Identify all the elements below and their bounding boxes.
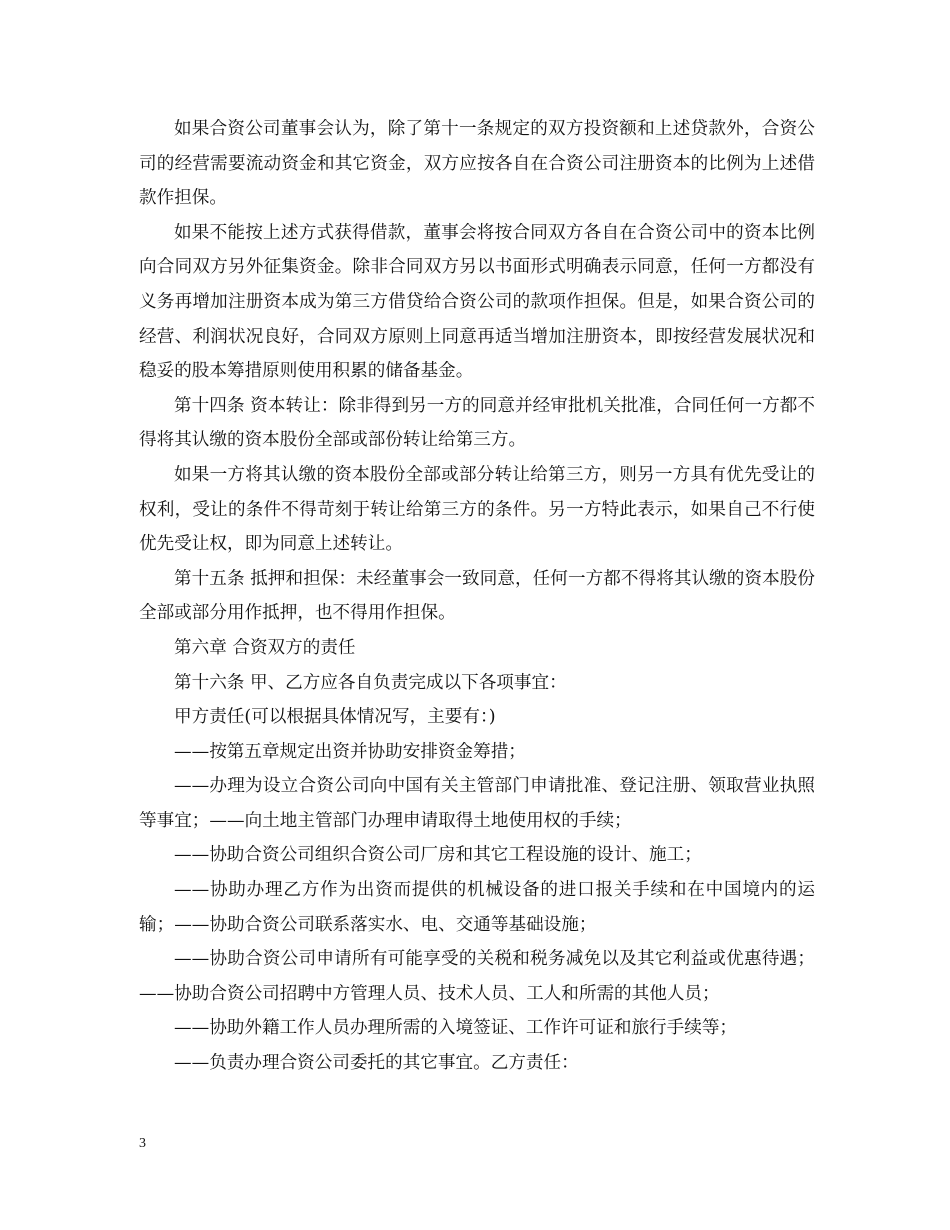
list-item: ——协助外籍工作人员办理所需的入境签证、工作许可证和旅行手续等；: [174, 1018, 738, 1039]
paragraph: 第十五条 抵押和担保：未经董事会一致同意，任何一方都不得将其认缴的资本股份全部或部分用作抵押，也不得用作担保。: [139, 568, 815, 624]
paragraph: 第十六条 甲、乙方应各自负责完成以下各项事宜：: [174, 672, 567, 693]
list-item: ——协助合资公司组织合资公司厂房和其它工程设施的设计、施工；: [174, 845, 702, 866]
list-item: ——负责办理合资公司委托的其它事宜。乙方责任：: [174, 1053, 579, 1074]
paragraph: 如果一方将其认缴的资本股份全部或部分转让给第三方，则另一方具有优先受让的权利，受让的条件不得苛刻于转让给第三方的条件。另一方特此表示，如果自己不行使优先受让权，即为同意上述转让。: [139, 464, 815, 555]
document-body: [139, 112, 815, 1081]
paragraph: 第十四条 资本转让：除非得到另一方的同意并经审批机关批准，合同任何一方都不得将其认缴的资本股份全部或部份转让给第三方。: [139, 395, 815, 451]
list-item: ——办理为设立合资公司向中国有关主管部门申请批准、登记注册、领取营业执照等事宜；——向土地主管部门办理申请取得土地使用权的手续；: [139, 776, 815, 831]
paragraph: 甲方责任(可以根据具体情况写，主要有：): [174, 707, 496, 728]
list-item: ——协助办理乙方作为出资而提供的机械设备的进口报关手续和在中国境内的运输；——协助合资公司联系落实水、电、交通等基础设施；: [139, 880, 815, 935]
paragraph: 如果不能按上述方式获得借款，董事会将按合同双方各自在合资公司中的资本比例向合同双方另外征集资金。除非合同双方另以书面形式明确表示同意，任何一方都没有义务再增加注册资本成为第三方借贷给合资公司的款项作担保。但是，如果合资公司的经营、利润状况良好，合同双方原则上同意再适当增加注册资本，即按经营发展状况和稳妥的股本筹措原则使用积累的储备基金。: [139, 222, 815, 382]
paragraph: 如果合资公司董事会认为，除了第十一条规定的双方投资额和上述贷款外，合资公司的经营需要流动资金和其它资金，双方应按各自在合资公司注册资本的比例为上述借款作担保。: [139, 119, 815, 209]
chapter-heading: 第六章 合资双方的责任: [174, 637, 356, 658]
list-item: ——协助合资公司申请所有可能享受的关税和税务减免以及其它利益或优惠待遇；——协助合资公司招聘中方管理人员、技术人员、工人和所需的其他人员；: [139, 949, 815, 1004]
page-number: 3: [139, 1136, 146, 1151]
list-item: ——按第五章规定出资并协助安排资金筹措；: [174, 741, 526, 762]
